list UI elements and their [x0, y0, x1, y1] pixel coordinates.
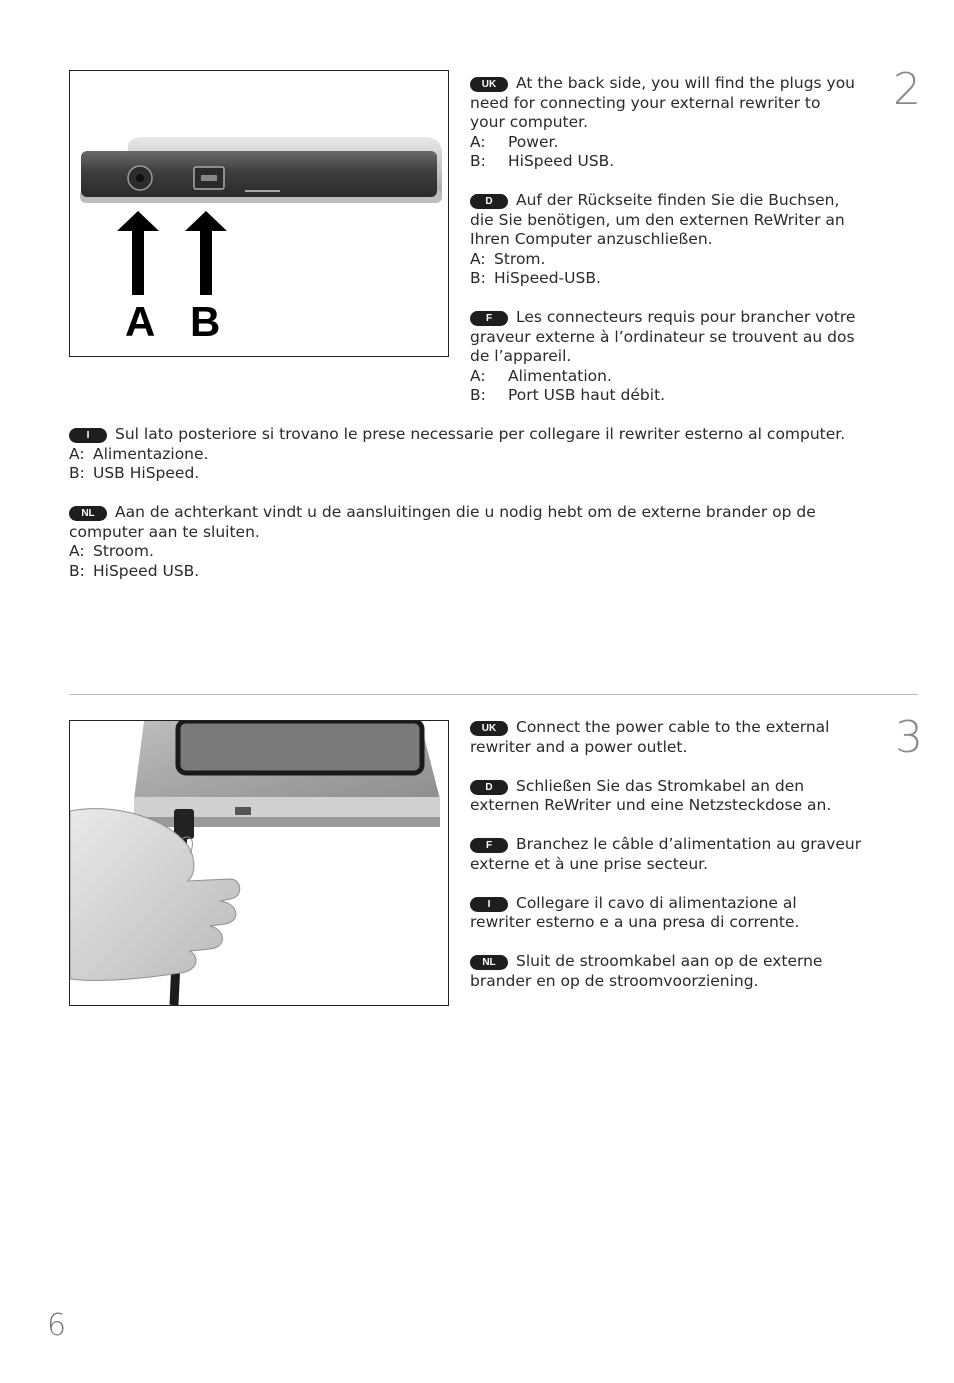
section2-right-column: [470, 74, 870, 425]
plug-item-a: A: Alimentazione.: [69, 444, 209, 463]
section3-right-column: [470, 718, 870, 1011]
figure-power-cable: [69, 720, 449, 1006]
instruction-text: externe et à une prise secteur.: [470, 854, 709, 873]
plug-item-a: A: Alimentation.: [470, 366, 612, 385]
figure-label-a: A: [125, 298, 156, 345]
arrow-b-icon: [185, 211, 227, 295]
instruction-fr: [470, 835, 870, 874]
instruction-uk: [470, 718, 870, 757]
instruction-text: rewriter and a power outlet.: [470, 737, 688, 756]
instruction-it: [69, 425, 899, 484]
instruction-text: Connect the power cable to the external: [516, 718, 830, 736]
step-number-2: 2: [893, 64, 921, 115]
section2-full-width: [69, 425, 899, 601]
plug-item-b: B: Port USB haut débit.: [470, 386, 666, 404]
instruction-text: Auf der Rückseite finden Sie die Buchsen,: [516, 191, 840, 209]
plug-item-b: B: HiSpeed USB.: [69, 561, 200, 580]
instruction-text: your computer.: [470, 113, 589, 131]
instruction-text: de l’appareil.: [470, 347, 572, 365]
language-badge-uk: UK: [470, 77, 508, 92]
step-number-3: 3: [895, 712, 923, 763]
instruction-fr: [470, 308, 870, 406]
instruction-text: Sul lato posteriore si trovano le prese necessarie per collegare il rewriter esterno al computer.: [115, 425, 846, 443]
instruction-text: Schließen Sie das Stromkabel an den: [516, 776, 805, 795]
instruction-text: Branchez le câble d’alimentation au graveur: [516, 835, 862, 853]
language-badge-de: D: [470, 780, 508, 795]
instruction-text: Les connecteurs requis pour brancher votre: [516, 308, 856, 326]
instruction-text: rewriter esterno e a una presa di corrente.: [470, 913, 800, 931]
plug-item-b: B: HiSpeed USB.: [470, 152, 615, 170]
language-badge-de: D: [470, 194, 508, 209]
instruction-text: graveur externe à l’ordinateur se trouvent au dos: [470, 327, 855, 346]
instruction-text: Ihren Computer anzuschließen.: [470, 230, 713, 248]
instruction-text: Aan de achterkant vindt u de aansluitingen die u nodig hebt om de externe brander op de: [115, 503, 816, 521]
instruction-de: [470, 191, 870, 289]
arrow-a-icon: [117, 211, 159, 295]
language-badge-fr: F: [470, 311, 508, 326]
language-badge-fr: F: [470, 838, 508, 853]
instruction-text: brander en op de stroomvoorziening.: [470, 971, 759, 990]
instruction-nl: [470, 952, 870, 991]
language-badge-nl: NL: [69, 506, 107, 521]
instruction-text: Sluit de stroomkabel aan op de externe: [516, 952, 823, 970]
plug-item-a: A: Power.: [470, 132, 559, 151]
plug-item-a: A: Stroom.: [69, 542, 154, 560]
language-badge-uk: UK: [470, 721, 508, 736]
instruction-uk: [470, 74, 870, 172]
figure-back-panel: [69, 70, 449, 357]
plug-item-a: A: Strom.: [470, 249, 546, 268]
instruction-nl: [69, 503, 899, 581]
instruction-de: [470, 777, 870, 816]
language-badge-nl: NL: [470, 955, 508, 970]
power-cable-illustration: [70, 721, 448, 1005]
plug-item-b: B: USB HiSpeed.: [69, 464, 200, 482]
instruction-text: externen ReWriter und eine Netzsteckdose an.: [470, 796, 832, 814]
instruction-text: computer aan te sluiten.: [69, 522, 260, 541]
usb-port: [235, 807, 251, 815]
instruction-text: need for connecting your external rewriter to: [470, 93, 821, 112]
language-badge-it: I: [69, 428, 107, 443]
section-divider: [69, 694, 918, 695]
plug-item-b: B: HiSpeed-USB.: [470, 269, 601, 287]
instruction-text: die Sie benötigen, um den externen ReWriter an: [470, 210, 845, 229]
figure-label-b: B: [190, 298, 221, 345]
language-badge-it: I: [470, 897, 508, 912]
instruction-it: [470, 894, 870, 933]
back-panel-illustration: [70, 71, 448, 356]
page-number: 6: [47, 1308, 67, 1343]
instruction-text: At the back side, you will find the plugs you: [516, 74, 856, 92]
instruction-text: Collegare il cavo di alimentazione al: [516, 893, 797, 912]
